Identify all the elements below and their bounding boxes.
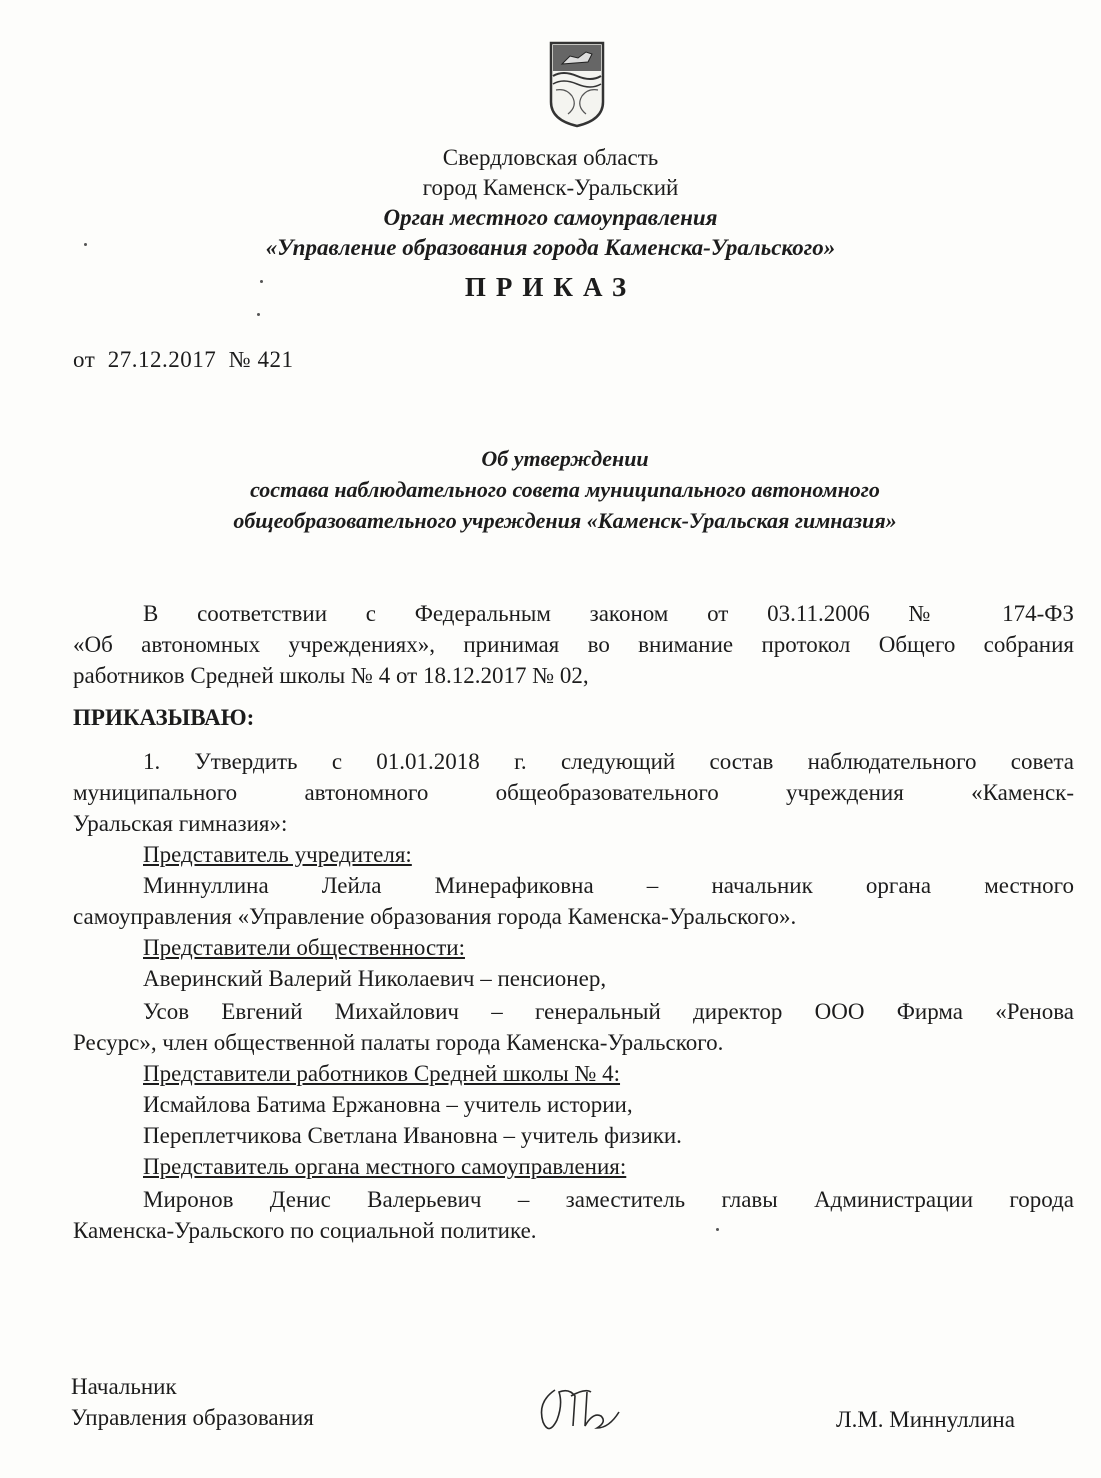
header-authority: Орган местного самоуправления (383, 205, 718, 230)
item1-line-2: муниципального автономного общеобразовательного учреждения «Каменск- (73, 780, 1074, 805)
staff-member-1: Исмайлова Батима Ержановна – учитель истории, (143, 1092, 633, 1117)
subject-line-2: состава наблюдательного совета муниципального автономного (250, 477, 880, 502)
gov-member-line-2: Каменска-Уральского по социальной политике. (73, 1218, 537, 1243)
founder-heading: Представитель учредителя: (143, 842, 412, 867)
staff-heading-row (73, 1058, 1074, 1089)
gov-member-line-1: Миронов Денис Валерьевич – заместитель главы Администрации города (143, 1187, 1074, 1212)
document-title: ПРИКАЗ (464, 272, 637, 302)
gov-heading-row (73, 1151, 1074, 1182)
header-city: город Каменск-Уральский (422, 175, 679, 200)
scan-speck (257, 313, 260, 316)
staff-member-2: Переплетчикова Светлана Ивановна – учитель физики. (143, 1123, 682, 1148)
header-department: «Управление образования города Каменска-Уральского» (265, 235, 836, 260)
founder-heading-row (73, 839, 1074, 870)
signatory-position-2: Управления образования (71, 1405, 314, 1430)
founder-line-2: самоуправления «Управление образования города Каменска-Уральского». (73, 904, 797, 929)
order-word: ПРИКАЗЫВАЮ: (73, 705, 255, 730)
signatory-name: Л.М. Миннуллина (836, 1407, 1015, 1432)
public-member-2-line-1: Усов Евгений Михайлович – генеральный директор ООО Фирма «Ренова (143, 999, 1074, 1024)
item1-line-1: 1. Утвердить с 01.01.2018 г. следующий состав наблюдательного совета (143, 749, 1074, 774)
public-heading: Представители общественности: (143, 935, 465, 960)
preamble-line-3: работников Средней школы № 4 от 18.12.2017 № 02, (73, 663, 589, 688)
signatory-position-1: Начальник (71, 1374, 177, 1399)
subject-line-3: общеобразовательного учреждения «Каменск-Уральская гимназия» (233, 508, 897, 533)
coat-of-arms-emblem (548, 40, 606, 128)
scan-speck (260, 280, 263, 283)
public-heading-row (73, 932, 1074, 963)
item1-line-3: Уральская гимназия»: (73, 811, 288, 836)
order-date-number: от 27.12.2017 № 421 (73, 347, 294, 372)
gov-heading: Представитель органа местного самоуправления: (143, 1154, 627, 1179)
subject-line-1: Об утверждении (481, 446, 649, 471)
scan-speck (716, 1228, 719, 1231)
public-member-2-line-2: Ресурс», член общественной палаты города Каменска-Уральского. (73, 1030, 724, 1055)
public-member-1: Аверинский Валерий Николаевич – пенсионер, (143, 966, 607, 991)
scan-speck (84, 243, 87, 246)
preamble-line-1: В соответствии с Федеральным законом от 03.11.2006 № 174-ФЗ (143, 601, 1074, 626)
handwritten-signature (535, 1382, 625, 1438)
staff-heading: Представители работников Средней школы № 4: (143, 1061, 621, 1086)
header-region: Свердловская область (442, 145, 659, 170)
preamble-line-2: «Об автономных учреждениях», принимая во внимание протокол Общего собрания (73, 632, 1074, 657)
founder-line-1: Миннуллина Лейла Минерафиковна – начальник органа местного (143, 873, 1074, 898)
